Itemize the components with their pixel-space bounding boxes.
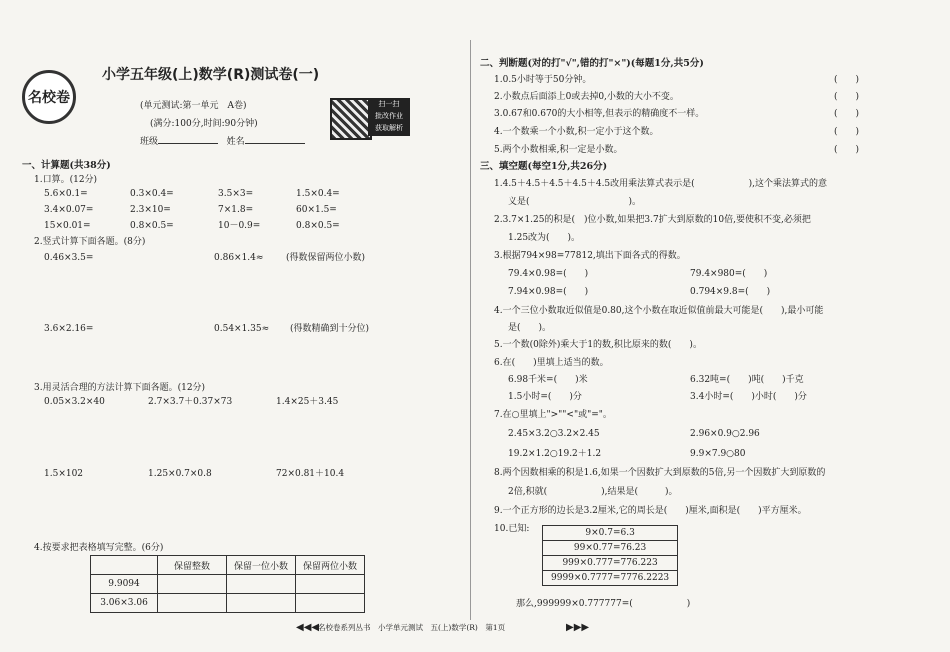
q4-heading: 4.按要求把表格填写完整。(6分) [34,543,164,553]
judge-item: 5.两个小数相乘,积一定是小数。 [494,145,623,155]
fill-item: 5.一个数(0除外)乘大于1的数,积比原来的数( )。 [494,340,702,350]
smart-calc: 1.5×102 [44,469,84,479]
fill-item: 0.794×9.8=( ) [690,287,771,297]
table-row [91,575,365,594]
q1-heading: 1.口算。(12分) [34,175,98,185]
section-3-heading: 三、填空题(每空1分,共26分) [480,161,608,172]
answer-cell[interactable] [227,594,296,613]
known-equation: 999×0.777=776.223 [543,556,678,571]
answer-cell[interactable] [158,575,227,594]
table-row [91,594,365,613]
fill-item: 8.两个因数相乘的积是1.6,如果一个因数扩大到原数的5倍,另一个因数扩大到原数的 [494,468,826,478]
known-equation: 99×0.77=76.23 [543,541,678,556]
fill-item: 3.4小时=( )小时( )分 [690,392,807,402]
class-name-row [140,136,305,148]
fill-item: 79.4×980=( ) [690,269,768,279]
oral-item: 60×1.5= [296,205,337,215]
answer-cell[interactable] [296,594,365,613]
class-label: 班级 [140,137,159,147]
oral-item: 1.5×0.4= [296,189,340,199]
subtitle: (单元测试:第一单元 A卷) [140,101,247,111]
vertical-calc-note: (得数精确到十分位) [290,324,370,334]
fill-item: 是( )。 [508,323,552,333]
logo-text: 名校卷 [28,90,70,106]
table-header: 保留两位小数 [296,556,365,575]
vertical-calc: 3.6×2.16= [44,324,94,334]
vertical-calc-note: (得数保留两位小数) [286,253,366,263]
section-2-heading: 二、判断题(对的打"√",错的打"×")(每题1分,共5分) [480,58,704,69]
judge-answer[interactable]: ( ) [834,75,860,85]
fill-item: 1.5小时=( )分 [508,392,582,402]
known-equations-box [542,525,678,586]
fill-item: 那么,999999×0.777777=( ) [516,599,691,609]
fill-item: 9.9×7.9○80 [690,449,746,459]
left-arrow-icon: ◀◀◀ [296,622,320,633]
smart-calc: 72×0.81＋10.4 [276,469,345,479]
vertical-calc: 0.86×1.4≈ [214,253,264,263]
table-row-label: 3.06×3.06 [91,594,158,613]
right-arrow-icon: ▶▶▶ [566,622,590,633]
answer-cell[interactable] [158,594,227,613]
score-time: (满分:100分,时间:90分钟) [150,119,258,129]
judge-answer[interactable]: ( ) [834,145,860,155]
fill-item: 6.在( )里填上适当的数。 [494,358,609,368]
fill-item: 79.4×0.98=( ) [508,269,589,279]
qr-code-icon [330,98,372,140]
table-header [91,556,158,575]
fill-item: 2.45×3.2○3.2×2.45 [508,429,600,439]
qr-text-3: 获取解析 [375,124,403,132]
oral-item: 0.3×0.4= [130,189,174,199]
oral-item: 3.5×3= [218,189,254,199]
fill-item: 19.2×1.2○19.2＋1.2 [508,449,602,459]
qr-caption [368,98,410,136]
qr-text-2: 批改作业 [375,112,403,120]
oral-item: 3.4×0.07= [44,205,94,215]
fill-item: 2.3.7×1.25的积是( )位小数,如果把3.7扩大到原数的10倍,要使积不变,必须把 [494,215,811,225]
judge-item: 4.一个数乘一个小数,积一定小于这个数。 [494,127,659,137]
table-header: 保留整数 [158,556,227,575]
oral-item: 0.8×0.5= [296,221,340,231]
known-equation: 9×0.7=6.3 [543,526,678,541]
fill-item: 10.已知: [494,524,530,534]
fill-item: 6.32吨=( )吨( )千克 [690,375,804,385]
fill-item: 3.根据794×98=77812,填出下面各式的得数。 [494,251,686,261]
known-equation: 9999×0.7777=7776.2223 [551,573,670,583]
table-header: 保留一位小数 [227,556,296,575]
page-title: 小学五年级(上)数学(R)测试卷(一) [102,67,320,83]
q3-heading: 3.用灵活合理的方法计算下面各题。(12分) [34,383,206,393]
fill-item: 9.一个正方形的边长是3.2厘米,它的周长是( )厘米,面积是( )平方厘米。 [494,506,807,516]
judge-item: 1.0.5小时等于50分钟。 [494,75,592,85]
table-row-label: 9.9094 [91,575,158,594]
qr-text-1: 扫一扫 [378,100,400,108]
oral-item: 2.3×10= [130,205,171,215]
page-footer: 名校卷系列丛书 小学单元测试 五(上)数学(R) 第1页 [318,623,506,632]
oral-item: 15×0.01= [44,221,91,231]
fill-item: 4.一个三位小数取近似值是0.80,这个小数在取近似值前最大可能是( ),最小可能 [494,306,824,316]
smart-calc: 2.7×3.7＋0.37×73 [148,397,233,407]
judge-item: 3.0.67和0.670的大小相等,但表示的精确度不一样。 [494,109,705,119]
answer-cell[interactable] [227,575,296,594]
fill-item: 1.4.5＋4.5＋4.5＋4.5＋4.5改用乘法算式表示是( ),这个乘法算式的意 [494,179,828,189]
fill-item: 7.94×0.98=( ) [508,287,589,297]
name-label: 姓名 [226,137,245,147]
fill-item: 2.96×0.9○2.96 [690,429,760,439]
column-divider [470,40,471,620]
fill-item: 7.在○里填上">""<"或"="。 [494,410,612,420]
section-1-heading: 一、计算题(共38分) [22,160,111,171]
oral-item: 7×1.8= [218,205,254,215]
oral-item: 10－0.9= [218,221,261,231]
judge-answer[interactable]: ( ) [834,109,860,119]
vertical-calc: 0.46×3.5= [44,253,94,263]
answer-cell[interactable] [296,575,365,594]
judge-answer[interactable]: ( ) [834,127,860,137]
oral-item: 0.8×0.5= [130,221,174,231]
fill-item: 6.98千米=( )米 [508,375,588,385]
smart-calc: 1.25×0.7×0.8 [148,469,212,479]
logo [22,70,76,124]
vertical-calc: 0.54×1.35≈ [214,324,270,334]
rounding-table [90,555,365,613]
fill-item: 2倍,积就( ),结果是( )。 [508,487,678,497]
q2-heading: 2.竖式计算下面各题。(8分) [34,237,146,247]
fill-item: 1.25改为( )。 [508,233,581,243]
judge-answer[interactable]: ( ) [834,92,860,102]
smart-calc: 1.4×25＋3.45 [276,397,339,407]
smart-calc: 0.05×3.2×40 [44,397,105,407]
oral-item: 5.6×0.1= [44,189,88,199]
judge-item: 2.小数点后面添上0或去掉0,小数的大小不变。 [494,92,679,102]
fill-item: 义是( )。 [508,197,642,207]
